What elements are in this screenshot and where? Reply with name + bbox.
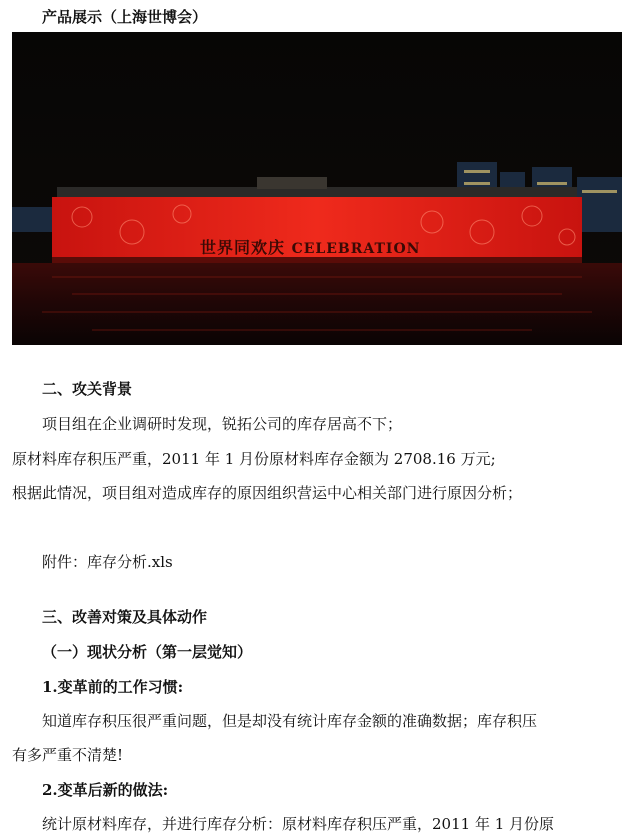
expo-photo — [12, 32, 622, 345]
section2-p1: 项目组在企业调研时发现，锐拓公司的库存居高不下； — [42, 415, 403, 433]
section2-title: 二、攻关背景 — [42, 380, 133, 398]
product-heading: 产品展示（上海世博会） — [42, 8, 208, 26]
banner-caption — [200, 235, 420, 258]
banner-en: CELEBRATION — [291, 241, 421, 257]
section3-title: 三、改善对策及具体动作 — [42, 608, 208, 626]
expo-night-scene — [12, 32, 622, 345]
item2-line1: 统计原材料库存，并进行库存分析：原材料库存积压严重，2011 年 1 月份原 — [42, 815, 555, 833]
item2-title: 2.变革后新的做法: — [42, 781, 169, 799]
subsection-1-title: （一）现状分析（第一层觉知） — [42, 643, 253, 661]
attachment-link[interactable]: 附件：库存分析.xls — [42, 553, 173, 571]
section2-p2: 原材料库存积压严重，2011 年 1 月份原材料库存金额为 2708.16 万元; — [12, 450, 496, 468]
banner-cn: 世界同欢庆 — [200, 238, 286, 257]
item1-line1: 知道库存积压很严重问题，但是却没有统计库存金额的准确数据；库存积压 — [42, 712, 538, 730]
section2-p3: 根据此情况，项目组对造成库存的原因组织营运中心相关部门进行原因分析； — [12, 484, 523, 502]
item1-title: 1.变革前的工作习惯: — [42, 678, 184, 696]
item1-line2: 有多严重不清楚! — [12, 746, 124, 764]
